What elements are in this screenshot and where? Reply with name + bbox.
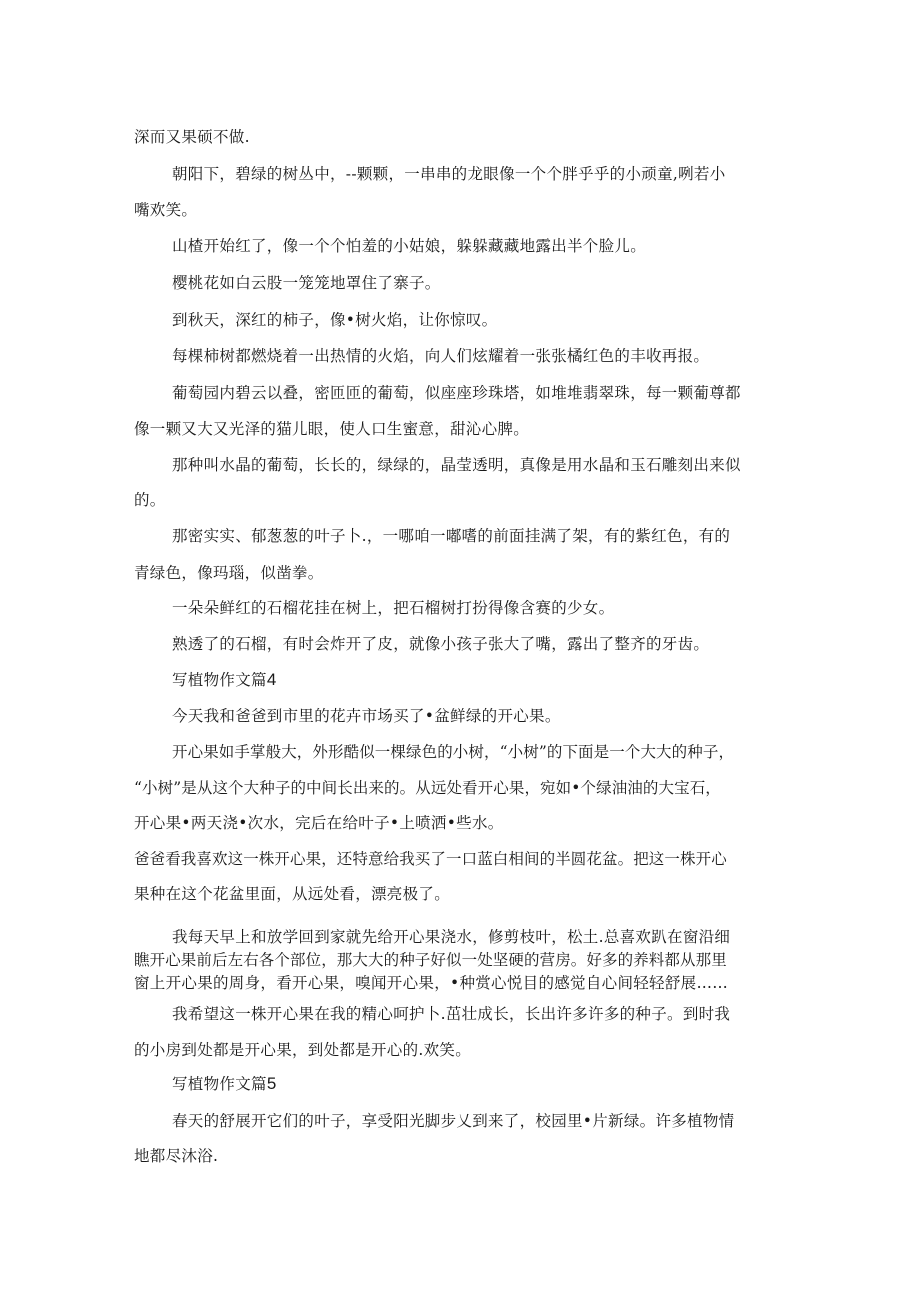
text-line: 朝阳下，碧绿的树丛中，--颗颗，一串串的龙眼像一个个胖乎乎的小顽童,咧若小 bbox=[172, 165, 726, 183]
section-heading bbox=[172, 1074, 277, 1094]
heading-text: 写植物作文篇 bbox=[172, 671, 267, 689]
text-line: 每棵柿树都燃烧着一出热情的火焰，向人们炫耀着一张张橘红色的丰收再报。 bbox=[172, 347, 710, 365]
text-line: 像一颗又大又光泽的猫儿眼，使人口生蜜意，甜沁心脾。 bbox=[134, 420, 530, 438]
text-line: 开心果如手掌般大，外形酷似一棵绿色的小树，“小树”的下面是一个大大的种子， bbox=[172, 743, 735, 761]
heading-number: 4 bbox=[266, 670, 277, 689]
text-line: 爸爸看我喜欢这一株开心果，还特意给我买了一口蓝白相间的半圆花盆。把这一株开心 bbox=[134, 850, 727, 868]
text-line: 果种在这个花盆里面，从远处看，漂亮极了。 bbox=[134, 885, 451, 903]
text-line: 我每天早上和放学回到家就先给开心果浇水，修剪枝叶，松土.总喜欢趴在窗沿细 bbox=[172, 928, 731, 946]
section-heading bbox=[172, 670, 277, 690]
text-line: 樱桃花如白云股一笼笼地罩住了寨子。 bbox=[172, 274, 441, 292]
text-line: 春天的舒展开它们的叶子，享受阳光脚步乂到来了，校园里•片新绿。许多植物情 bbox=[172, 1112, 735, 1130]
text-line: 瞧开心果前后左右各个部位，那大大的种子好似一处坚硬的营房。好多的养料都从那里 bbox=[134, 951, 727, 969]
heading-text: 写植物作文篇 bbox=[172, 1075, 267, 1093]
text-line: 今天我和爸爸到市里的花卉市场买了•盆鲜绿的开心果。 bbox=[172, 707, 561, 725]
text-line: 一朵朵鲜红的石榴花挂在树上，把石榴树打扮得像含赛的少女。 bbox=[172, 599, 615, 617]
text-line: 熟透了的石榴，有时会炸开了皮，就像小孩子张大了嘴，露出了整齐的牙齿。 bbox=[172, 635, 710, 653]
text-line: 的小房到处都是开心果，到处都是开心的.欢笑。 bbox=[134, 1041, 472, 1059]
text-line: 的。 bbox=[134, 491, 166, 509]
text-line: 开心果•两天浇•次水，完后在给叶子•上喷洒•些水。 bbox=[134, 814, 504, 832]
text-line: 地都尽沐浴. bbox=[134, 1147, 219, 1165]
text-line: 山楂开始红了，像一个个怕羞的小姑娘，躲躲藏藏地露出半个脸儿。 bbox=[172, 237, 647, 255]
text-line: 窗上开心果的周身，看开心果，嗅闻开心果，•种赏心悦目的感觉自心间轻轻舒展…… bbox=[134, 974, 729, 992]
text-line: “小树”是从这个大种子的中间长出来的。从远处看开心果，宛如•个绿油油的大宝石， bbox=[134, 779, 721, 797]
text-line: 嘴欢笑。 bbox=[134, 201, 198, 219]
text-line: 葡萄园内碧云以叠，密匝匝的葡萄，似座座珍珠塔，如堆堆翡翠珠，每一颗葡尊都 bbox=[172, 384, 741, 402]
text-line: 深而又果硕不做. bbox=[134, 128, 250, 146]
text-line: 我希望这一株开心果在我的精心呵护卜.茁壮成长，长出许多许多的种子。到时我 bbox=[172, 1005, 731, 1023]
heading-number: 5 bbox=[266, 1074, 277, 1093]
text-line: 到秋天，深红的柿子，像•树火焰，让你惊叹。 bbox=[172, 311, 498, 329]
text-line: 那密实实、郁葱葱的叶子卜.，一哪咱一嘟嗜的前面挂满了架，有的紫红色，有的 bbox=[172, 527, 731, 545]
text-line: 青绿色，像玛瑙，似凿拳。 bbox=[134, 564, 324, 582]
text-line: 那种叫水晶的葡萄，长长的，绿绿的，晶莹透明，真像是用水晶和玉石雕刻出来似 bbox=[172, 456, 741, 474]
